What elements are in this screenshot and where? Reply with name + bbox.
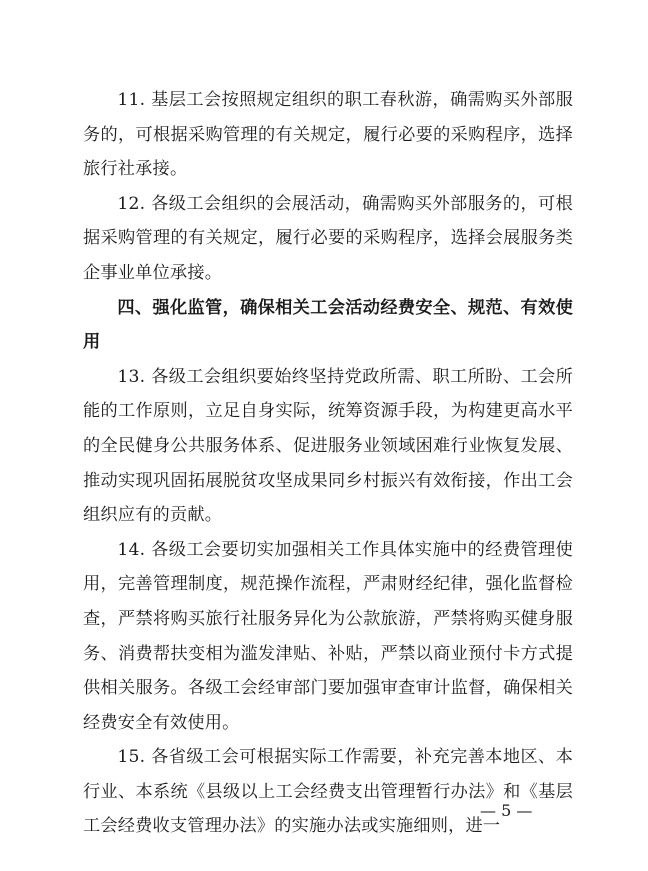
section-heading: 四、强化监管，确保相关工会活动经费安全、规范、有效使用 xyxy=(83,297,573,353)
document-body xyxy=(83,83,573,844)
paragraph-item-15: 15. 各省级工会可根据实际工作需要，补充完善本地区、本行业、本系统《县级以上工会经费支出管理暂行办法》和《基层工会经费收支管理办法》的实施办法或实施细则，进一 xyxy=(83,747,573,837)
paragraph-item-11: 11. 基层工会按照规定组织的职工春秋游，确需购买外部服务的，可根据采购管理的有关规定，履行必要的采购程序，选择旅行社承接。 xyxy=(83,90,573,180)
page-number: — 5 — xyxy=(480,801,533,820)
paragraph-item-13: 13. 各级工会组织要始终坚持党政所需、职工所盼、工会所能的工作原则，立足自身实际，统筹资源手段，为构建更高水平的全民健身公共服务体系、促进服务业领域困难行业恢复发展、推动实现巩固拓展脱贫攻坚成果同乡村振兴有效衔接，作出工会组织应有的贡献。 xyxy=(83,366,573,526)
paragraph-item-14: 14. 各级工会要切实加强相关工作具体实施中的经费管理使用，完善管理制度，规范操作流程，严肃财经纪律，强化监督检查，严禁将购买旅行社服务异化为公款旅游，严禁将购买健身服务、消费帮扶变相为滥发津贴、补贴，严禁以商业预付卡方式提供相关服务。各级工会经审部门要加强审查审计监督，确保相关经费安全有效使用。 xyxy=(83,539,573,733)
paragraph-item-12: 12. 各级工会组织的会展活动，确需购买外部服务的，可根据采购管理的有关规定，履行必要的采购程序，选择会展服务类企事业单位承接。 xyxy=(83,193,573,283)
